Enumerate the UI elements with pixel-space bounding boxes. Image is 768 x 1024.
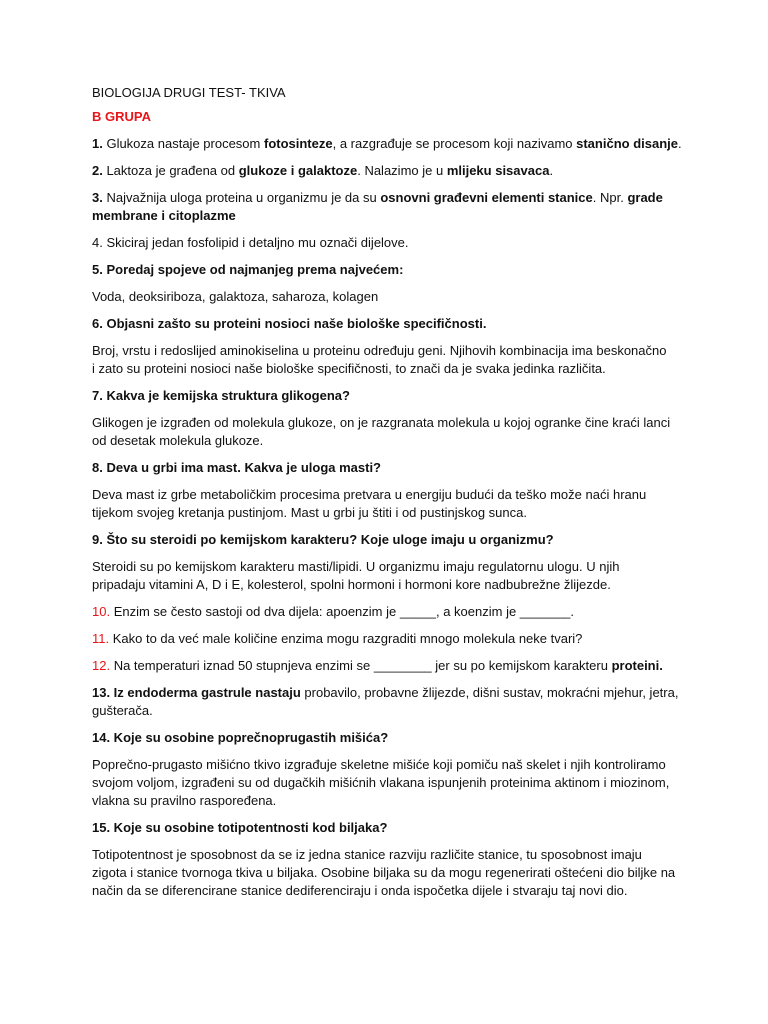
question-number: 11. xyxy=(92,631,110,646)
question-2: 2. Laktoza je građena od glukoze i galaktoze. Nalazimo je u mlijeku sisavaca. xyxy=(92,163,554,178)
question-number: 12. xyxy=(92,658,111,673)
answer-line: Poprečno-prugasto mišićno tkivo izgrađuje skeletne mišiće koji pomiču naš skelet i njih kontroliramo xyxy=(92,757,666,772)
question-13: 13. Iz endoderma gastrule nastaju probavilo, probavne žlijezde, dišni sustav, mokraćni mjehur, jetra, gušterača. xyxy=(92,685,679,718)
question-15: 15. Koje su osobine totipotentnosti kod biljaka? xyxy=(92,820,388,835)
answer-line: zigota i stanice tvornoga tkiva u biljaka. Osobine biljaka su da mogu regenerirati oštećeni dio biljke na xyxy=(92,865,676,880)
question-9: 9. Što su steroidi po kemijskom karakteru? Koje uloge imaju u organizmu? xyxy=(92,532,554,547)
answer-line: pripadaju vitamini A, D i E, kolesterol, spolni hormoni i hormoni kore nadbubrežne žlijezde. xyxy=(92,577,611,592)
question-14: 14. Koje su osobine poprečnoprugastih mišića? xyxy=(92,730,389,745)
answer-line: Deva mast iz grbe metaboličkim procesima pretvara u energiju budući da teško može naći hranu xyxy=(92,487,647,502)
answer-6 xyxy=(92,342,698,378)
question-8: 8. Deva u grbi ima mast. Kakva je uloga masti? xyxy=(92,460,381,475)
answer-line: način da se diferencirane stanice dediferenciraju i onda ispočetka dijele i stvaraju taj novi dio. xyxy=(92,883,628,898)
question-number: 3. xyxy=(92,190,103,205)
answer-line: Totipotentnost je sposobnost da se iz jedna stanice razviju različite stanice, tu sposobnost imaju xyxy=(92,847,642,862)
answer-9 xyxy=(92,558,698,594)
answer-line: Broj, vrstu i redoslijed aminokiselina u proteinu određuju geni. Njihovih kombinacija ima beskonačno xyxy=(92,343,667,358)
question-number: 1. xyxy=(92,136,103,151)
question-1: 1. Glukoza nastaje procesom fotosinteze, a razgrađuje se procesom koji nazivamo stanično disanje. xyxy=(92,136,682,151)
question-number: 10. xyxy=(92,604,111,619)
answer-line: Steroidi su po kemijskom karakteru masti/lipidi. U organizmu imaju regulatornu ulogu. U njih xyxy=(92,559,620,574)
question-10: 10. Enzim se često sastoji od dva dijela: apoenzim je _____, a koenzim je _______. xyxy=(92,604,575,619)
answer-7 xyxy=(92,414,698,450)
answer-14 xyxy=(92,756,698,810)
answer-line: tijekom svojeg kretanja pustinjom. Mast u grbi ju štiti i od pustinjskog sunca. xyxy=(92,505,527,520)
question-12: 12. Na temperaturi iznad 50 stupnjeva enzimi se ________ jer su po kemijskom karakteru proteini. xyxy=(92,658,663,673)
answer-line: Glikogen je izgrađen od molekula glukoze, on je razgranata molekula u kojoj ogranke čine kraći lanci xyxy=(92,415,671,430)
group-label: B GRUPA xyxy=(92,109,151,124)
answer-15 xyxy=(92,846,698,900)
question-3: 3. Najvažnija uloga proteina u organizmu je da su osnovni građevni elementi stanice. Npr. grade membrane i citoplazme xyxy=(92,190,663,223)
question-7: 7. Kakva je kemijska struktura glikogena? xyxy=(92,388,350,403)
question-5: 5. Poredaj spojeve od najmanjeg prema najvećem: xyxy=(92,262,404,277)
question-4: 4. Skiciraj jedan fosfolipid i detaljno mu označi dijelove. xyxy=(92,235,409,250)
answer-5: Voda, deoksiriboza, galaktoza, saharoza, kolagen xyxy=(92,289,379,304)
answer-line: svojom voljom, izgrađeni su od dugačkih mišićnih vlakana ispunjenih proteinima aktinom i miozinom, xyxy=(92,775,670,790)
document-title: BIOLOGIJA DRUGI TEST- TKIVA xyxy=(92,85,286,100)
answer-8 xyxy=(92,486,698,522)
question-11: 11. Kako to da već male količine enzima mogu razgraditi mnogo molekula neke tvari? xyxy=(92,631,583,646)
question-number: 2. xyxy=(92,163,103,178)
question-6: 6. Objasni zašto su proteini nosioci naše biološke specifičnosti. xyxy=(92,316,487,331)
answer-line: od desetak molekula glukoze. xyxy=(92,433,264,448)
answer-line: vlakna su pravilno raspoređena. xyxy=(92,793,277,808)
answer-line: i zato su proteini nosioci naše biološke specifičnosti, to znači da je svaka jedinka različita. xyxy=(92,361,606,376)
